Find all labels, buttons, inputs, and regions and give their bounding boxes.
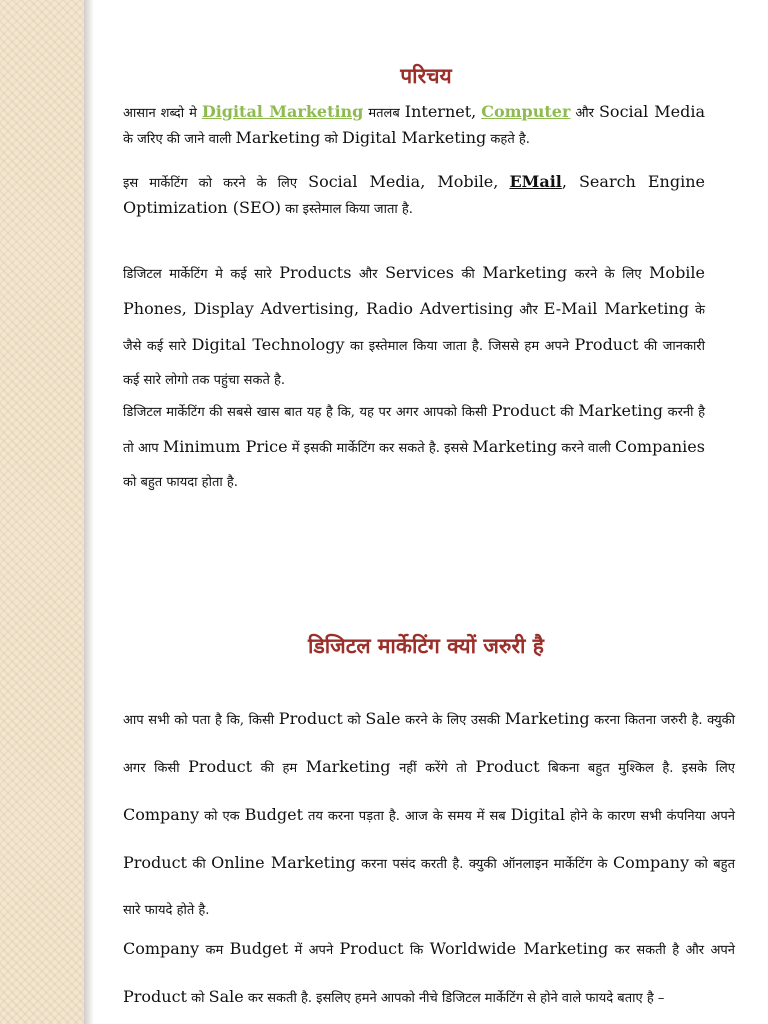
email-text: EMail [509,172,562,191]
text: Product [491,401,556,420]
text: बिकना बहुत मुश्किल है. इसके लिए [539,761,735,776]
text: Product [278,709,343,728]
text: Company [612,853,690,872]
text: और [513,303,544,318]
text: डिजिटल मार्केटिंग की सबसे खास बात यह है कि, यह पर अगर आपको किसी [123,405,492,420]
text: की हम [252,761,306,776]
paragraph-channels [123,170,705,222]
text: कम [199,943,230,958]
paragraph-technologies [123,256,705,398]
text: इस मार्केटिंग को करने के लिए [123,176,309,191]
text: होने के कारण सभी कंपनिया अपने [565,809,735,824]
text: के जरिए की जाने वाली [123,132,236,147]
text: का इस्तेमाल किया जाता है. जिससे हम अपने [344,339,575,354]
text: तय करना पड़ता है. आज के समय में सब [303,809,511,824]
text: करने के लिए [567,267,650,282]
text: की [453,267,483,282]
text: करने वाली [557,441,616,456]
text: कर सकती है. इसलिए हमने आपको नीचे डिजिटल मार्केटिंग से होने वाले फायदे बताए है – [243,991,665,1006]
text: Online Marketing [211,853,356,872]
text: की [186,857,212,872]
text: Product [188,757,253,776]
text: Mobile Phones, Display Advertising, Radio Advertising [123,263,706,318]
paragraph-worldwide [123,926,735,1022]
text: Product [123,987,187,1006]
paragraph-definition [123,100,705,152]
text: कर सकती है और अपने [608,943,736,958]
section-heading-intro: परिचय [400,63,452,88]
text: Sale [365,709,401,728]
text: Budget [229,939,289,958]
text: आप सभी को पता है कि, किसी [123,713,279,728]
text: और [570,106,599,121]
text: Product [339,939,404,958]
text: Social Media, Mobile, [308,172,499,191]
text: Product [574,335,639,354]
text: को [320,132,342,147]
text: Services [385,263,454,282]
text: कहते है. [486,132,530,147]
text: Marketing [578,401,664,420]
text: को बहुत फायदा होता है. [123,475,238,490]
text: Product [475,757,540,776]
text: Companies [615,437,705,456]
text: का इस्तेमाल किया जाता है. [280,202,413,217]
text: Digital Technology [191,335,345,354]
text: Marketing [504,709,590,728]
text: कि [403,943,430,958]
text: Digital [510,805,566,824]
text: Products [279,263,352,282]
text: Company [123,939,200,958]
text: Product [123,853,187,872]
text: Worldwide Marketing [429,939,609,958]
text: के जैसे कई सारे [123,303,705,354]
computer-link[interactable]: Computer [481,102,571,121]
text: करने के लिए उसकी [400,713,505,728]
text: Budget [244,805,304,824]
text: E-Mail Marketing [543,299,690,318]
text: नहीं करेंगे तो [390,761,476,776]
text: Minimum Price [162,437,288,456]
text: Sale [208,987,244,1006]
text: Marketing [472,437,558,456]
text: को एक [199,809,245,824]
text: की [555,405,579,420]
text: Marketing [482,263,568,282]
text: Company [123,805,200,824]
text: Internet, [404,102,477,121]
text: Marketing [305,757,391,776]
text: में अपने [288,943,340,958]
text: Marketing [235,128,321,147]
text: आसान शब्दो मे [123,106,202,121]
paragraph-importance [123,696,735,934]
section-heading-importance: डिजिटल मार्केटिंग क्यों जरुरी है [308,633,544,658]
text: मतलब [363,106,405,121]
paragraph-benefit [123,394,705,500]
text: करना कितना जरुरी है. क्युकी अगर किसी [123,713,735,776]
text: Social Media [598,102,705,121]
text: की जानकारी कई सारे लोगो तक पहुंचा सकते है. [123,339,705,388]
text: और [351,267,386,282]
text: , Search Engine Optimization (SEO) [123,172,705,217]
text: को [342,713,366,728]
text: को बहुत सारे फायदे होते है. [123,857,735,918]
text: को [186,991,209,1006]
text: में इसकी मार्केटिंग कर सकते है. इससे [287,441,473,456]
text: करनी है तो आप [123,405,705,456]
text: Digital Marketing [341,128,487,147]
text [498,176,509,191]
text: करना पसंद करती है. क्युकी ऑनलाइन मार्केटिंग के [355,857,613,872]
text: डिजिटल मार्केटिंग मे कई सारे [123,267,280,282]
digital-marketing-link[interactable]: Digital Marketing [201,102,364,121]
